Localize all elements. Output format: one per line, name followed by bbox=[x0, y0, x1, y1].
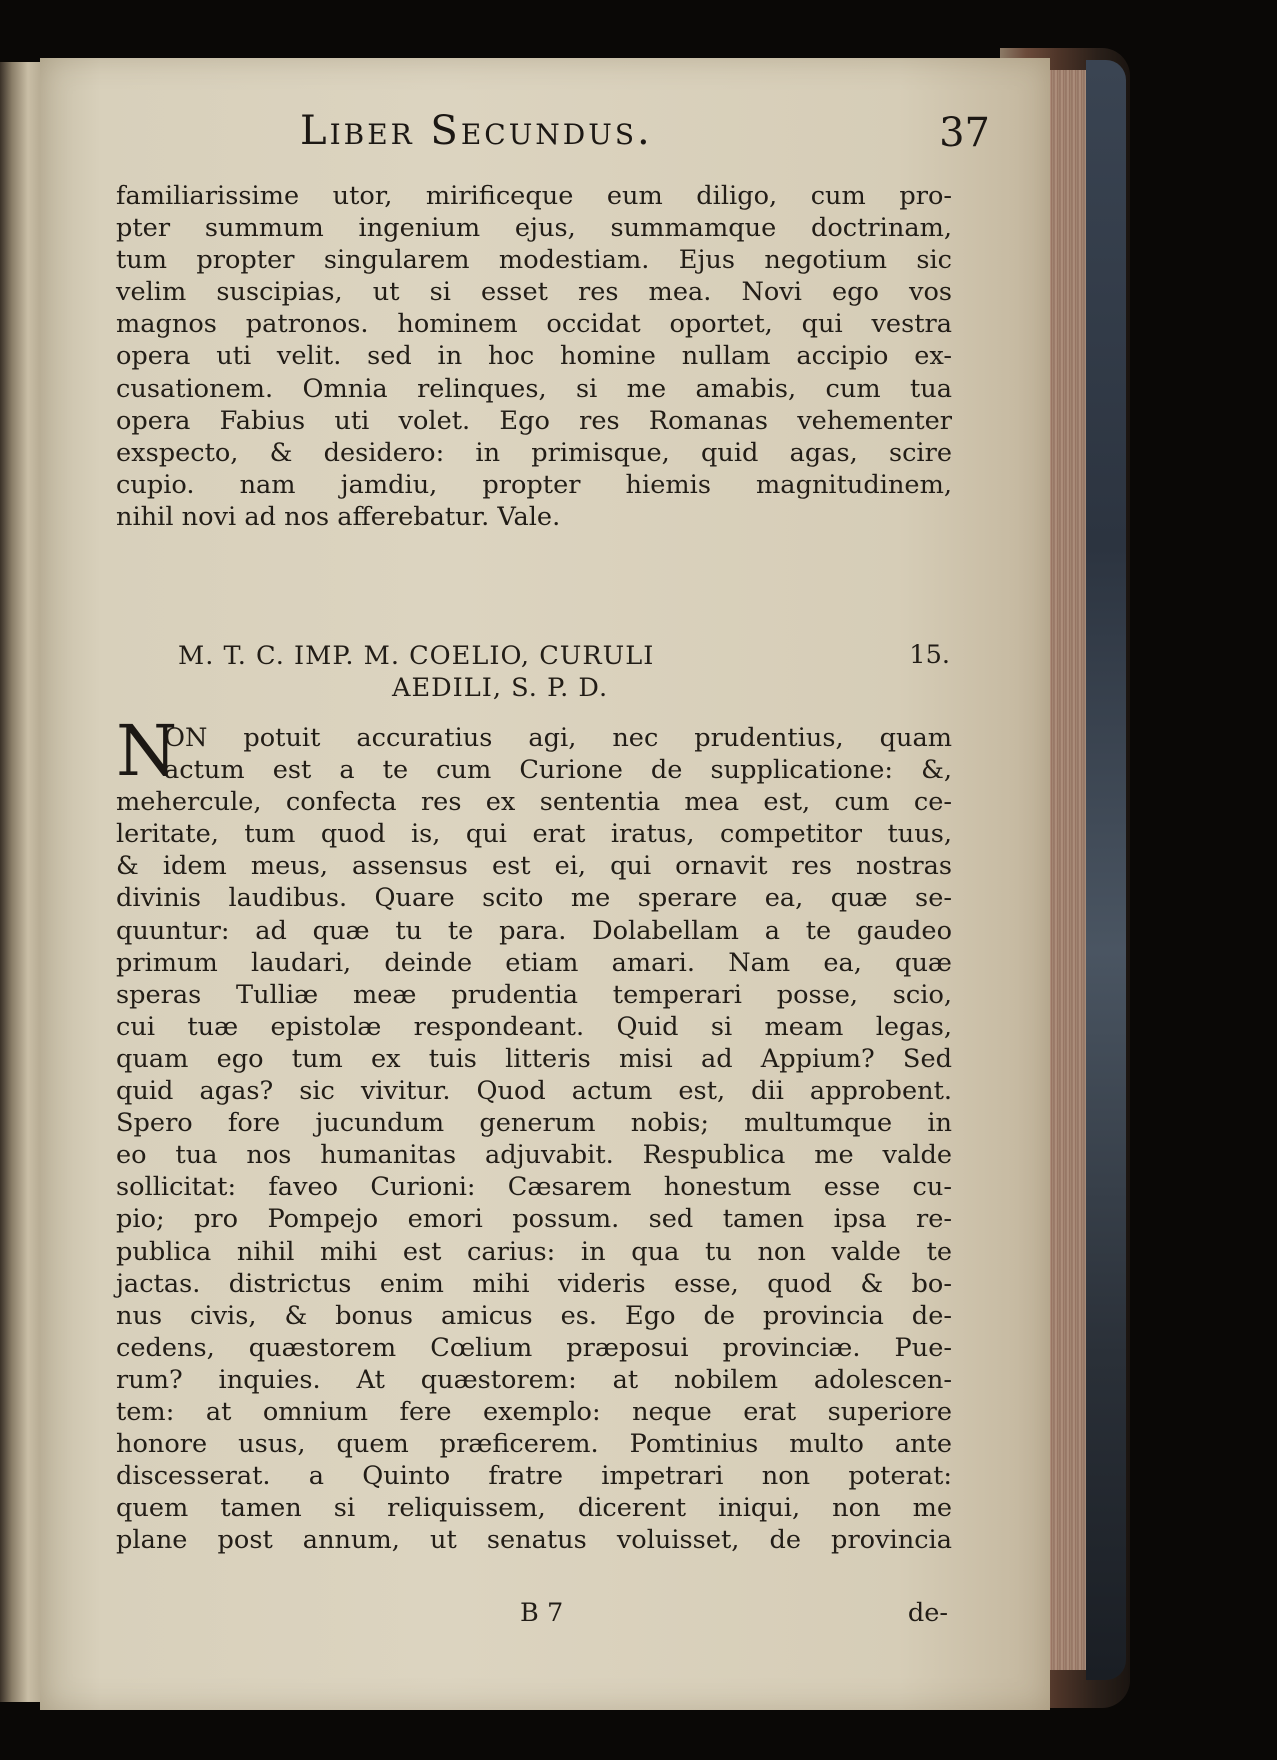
text-line: cedens, quæstorem Cœlium præposui provinciæ. Pue- bbox=[116, 1332, 952, 1363]
text-line: eo tua nos humanitas adjuvabit. Respublica me valde bbox=[116, 1140, 952, 1171]
text-line: sollicitat: faveo Curioni: Cæsarem honestum esse cu- bbox=[116, 1172, 952, 1203]
facing-page-edge bbox=[0, 62, 40, 1702]
text-line: cusationem. Omnia relinques, si me amabis, cum tua bbox=[116, 373, 952, 404]
catchword: de- bbox=[907, 1598, 948, 1628]
text-line: speras Tulliæ meæ prudentia temperari posse, scio, bbox=[116, 979, 952, 1010]
text-line: honore usus, quem præficerem. Pomtinius multo ante bbox=[116, 1429, 952, 1460]
text-line: exspecto, & desidero: in primisque, quid agas, scire bbox=[116, 437, 952, 468]
text-line: pio; pro Pompejo emori possum. sed tamen ipsa re- bbox=[116, 1204, 952, 1235]
text-line: divinis laudibus. Quare scito me sperare ea, quæ se- bbox=[116, 883, 952, 914]
book-cover-edge bbox=[1086, 60, 1126, 1680]
page-header bbox=[300, 108, 1000, 168]
text-line: publica nihil mihi est carius: in qua tu non valde te bbox=[116, 1236, 952, 1267]
text-line: plane post annum, ut senatus voluisset, de provincia bbox=[116, 1525, 952, 1556]
text-line: discesserat. a Quinto fratre impetrari non poterat: bbox=[116, 1461, 952, 1492]
text-line: & idem meus, assensus est ei, qui ornavit res nostras bbox=[116, 851, 952, 882]
text-line: quid agas? sic vivitur. Quod actum est, dii approbent. bbox=[116, 1076, 952, 1107]
text-line: nus civis, & bonus amicus es. Ego de provincia de- bbox=[116, 1300, 952, 1331]
text-line: primum laudari, deinde etiam amari. Nam ea, quæ bbox=[116, 947, 952, 978]
text-line: cui tuæ epistolæ respondeant. Quid si meam legas, bbox=[116, 1011, 952, 1042]
page-footer bbox=[116, 1598, 952, 1634]
text-line: quem tamen si reliquissem, dicerent iniqui, non me bbox=[116, 1493, 952, 1524]
drop-cap: N bbox=[116, 710, 178, 792]
text-line: rum? inquies. At quæstorem: at nobilem adolescen- bbox=[116, 1364, 952, 1395]
text-line: mehercule, confecta res ex sententia mea est, cum ce- bbox=[116, 787, 952, 818]
text-line: leritate, tum quod is, qui erat iratus, competitor tuus, bbox=[116, 819, 952, 850]
book-page bbox=[40, 58, 1050, 1710]
letter-number: 15. bbox=[909, 640, 950, 670]
text-line: ON potuit accuratius agi, nec prudentius, quam bbox=[164, 723, 952, 753]
text-line: tum propter singularem modestiam. Ejus negotium sic bbox=[116, 245, 952, 276]
text-line: pter summum ingenium ejus, summamque doctrinam, bbox=[116, 213, 952, 244]
letter-heading-line: AEDILI, S. P. D. bbox=[392, 673, 609, 703]
text-line: quuntur: ad quæ tu te para. Dolabellam a te gaudeo bbox=[116, 915, 952, 946]
text-line: jactas. districtus enim mihi videris esse, quod & bo- bbox=[116, 1268, 952, 1299]
running-title: Liber Secundus. bbox=[300, 108, 653, 154]
text-line: quam ego tum ex tuis litteris misi ad Appium? Sed bbox=[116, 1043, 952, 1074]
text-line: Spero fore jucundum generum nobis; multumque in bbox=[116, 1108, 952, 1139]
text-line: opera Fabius uti volet. Ego res Romanas vehementer bbox=[116, 405, 952, 436]
text-line: velim suscipias, ut si esset res mea. Novi ego vos bbox=[116, 277, 952, 308]
text-line: familiarissime utor, mirificeque eum diligo, cum pro- bbox=[116, 181, 952, 211]
signature-mark: B 7 bbox=[520, 1598, 564, 1628]
letter-text bbox=[116, 710, 952, 1556]
continuation-text bbox=[116, 180, 952, 533]
text-line: nihil novi ad nos afferebatur. Vale. bbox=[116, 501, 561, 532]
text-line: actum est a te cum Curione de supplicatione: &, bbox=[164, 755, 952, 786]
text-line: cupio. nam jamdiu, propter hiemis magnitudinem, bbox=[116, 469, 952, 500]
text-line: opera uti velit. sed in hoc homine nullam accipio ex- bbox=[116, 341, 952, 372]
letter-heading-line: M. T. C. IMP. M. COELIO, CURULI bbox=[178, 641, 655, 671]
letter-heading bbox=[116, 640, 956, 704]
text-line: tem: at omnium fere exemplo: neque erat superiore bbox=[116, 1396, 952, 1427]
text-line: magnos patronos. hominem occidat oportet, qui vestra bbox=[116, 309, 952, 340]
page-number: 37 bbox=[939, 110, 990, 156]
